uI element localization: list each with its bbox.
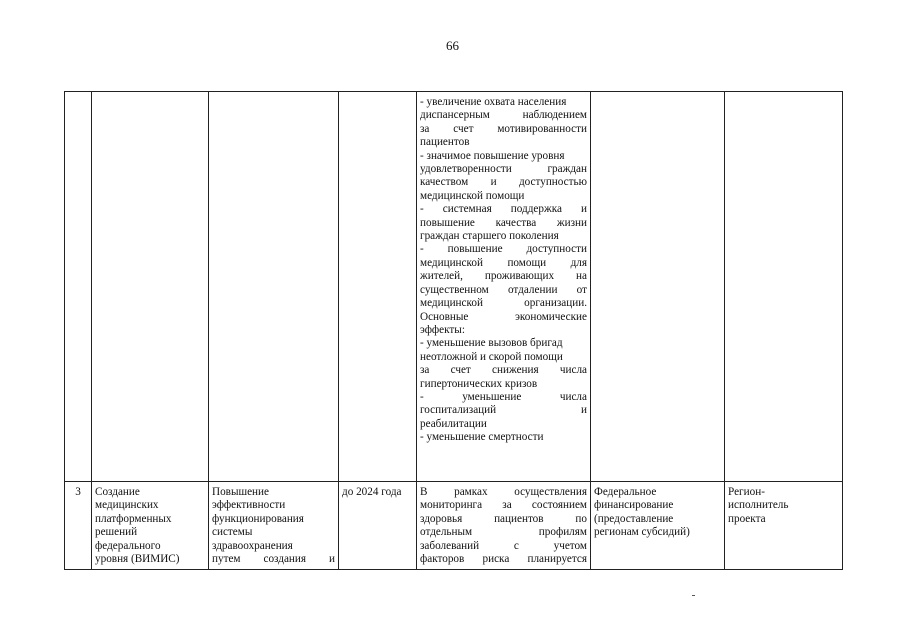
text-line: существенном отдалении от: [420, 283, 587, 296]
text-line: отдельным профилям: [420, 526, 587, 539]
text-line: системы: [212, 526, 253, 539]
text-line: - значимое повышение уровня: [420, 149, 565, 162]
text-line: Основные экономические: [420, 310, 587, 323]
text-line: удовлетворенности граждан: [420, 163, 587, 176]
text-line: повышение качества жизни: [420, 216, 587, 229]
text-line: путем создания и: [212, 553, 335, 566]
text-line: (предоставление: [594, 512, 674, 525]
text-line: федерального: [95, 539, 161, 552]
text-line: госпитализаций и: [420, 404, 587, 417]
funding-cell: [591, 482, 725, 570]
text-line: эффекты:: [420, 323, 465, 336]
effects-cell: [417, 482, 591, 570]
text-line: уровня (ВИМИС): [95, 553, 180, 566]
text-line: за счет мотивированности: [420, 122, 587, 135]
text-line: В рамках осуществления: [420, 486, 587, 498]
text-line: Повышение: [212, 486, 269, 498]
project-name-cell: [92, 92, 209, 482]
goal-cell: [209, 482, 339, 570]
text-line: - уменьшение вызовов бригад: [420, 337, 563, 350]
text-line: - уменьшение смертности: [420, 431, 544, 444]
effects-cell: [417, 92, 591, 482]
text-line: медицинской помощи: [420, 189, 525, 202]
text-line: медицинской помощи для: [420, 256, 587, 269]
text-line: решений: [95, 526, 138, 539]
text-line: гипертонических кризов: [420, 377, 538, 390]
row-number-cell: [65, 92, 92, 482]
page-number: 66: [446, 38, 459, 53]
text-line: - увеличение охвата населения: [420, 96, 567, 108]
text-line: здоровья пациентов по: [420, 512, 587, 525]
text-line: качеством и доступностью: [420, 176, 587, 189]
text-line: регионам субсидий): [594, 526, 690, 539]
text-line: неотложной и скорой помощи: [420, 350, 563, 363]
text-line: пациентов: [420, 136, 470, 149]
text-line: проекта: [728, 512, 766, 525]
text-line: медицинских: [95, 499, 159, 512]
text-line: эффективности: [212, 499, 286, 512]
goal-cell: [209, 92, 339, 482]
text-line: платформенных: [95, 512, 172, 525]
text-line: - системная поддержка и: [420, 203, 587, 216]
text-line: Регион-: [728, 486, 765, 498]
funding-cell: [591, 92, 725, 482]
text-line: мониторинга за состоянием: [420, 499, 587, 512]
text-line: граждан старшего поколения: [420, 230, 559, 243]
term-cell: до 2024 года: [339, 482, 417, 570]
scan-mark: [692, 595, 695, 596]
text-line: реабилитации: [420, 417, 487, 430]
text-line: факторов риска планируется: [420, 553, 587, 566]
row-number-cell: 3: [65, 482, 92, 570]
text-line: функционирования: [212, 512, 304, 525]
text-line: за счет снижения числа: [420, 364, 587, 377]
executor-cell: [725, 482, 843, 570]
text-line: жителей, проживающих на: [420, 270, 587, 283]
measures-table: [64, 91, 843, 570]
table-row: [65, 482, 843, 570]
table-row: [65, 92, 843, 482]
text-line: Создание: [95, 486, 140, 498]
text-line: - уменьшение числа: [420, 390, 587, 403]
text-line: медицинской организации.: [420, 297, 587, 310]
text-line: - повышение доступности: [420, 243, 587, 256]
executor-cell: [725, 92, 843, 482]
text-line: здравоохранения: [212, 539, 293, 552]
text-line: заболеваний с учетом: [420, 539, 587, 552]
text-line: Федеральное: [594, 486, 657, 498]
term-cell: [339, 92, 417, 482]
text-line: диспансерным наблюдением: [420, 109, 587, 122]
text-line: исполнитель: [728, 499, 789, 512]
text-line: финансирование: [594, 499, 674, 512]
project-name-cell: [92, 482, 209, 570]
